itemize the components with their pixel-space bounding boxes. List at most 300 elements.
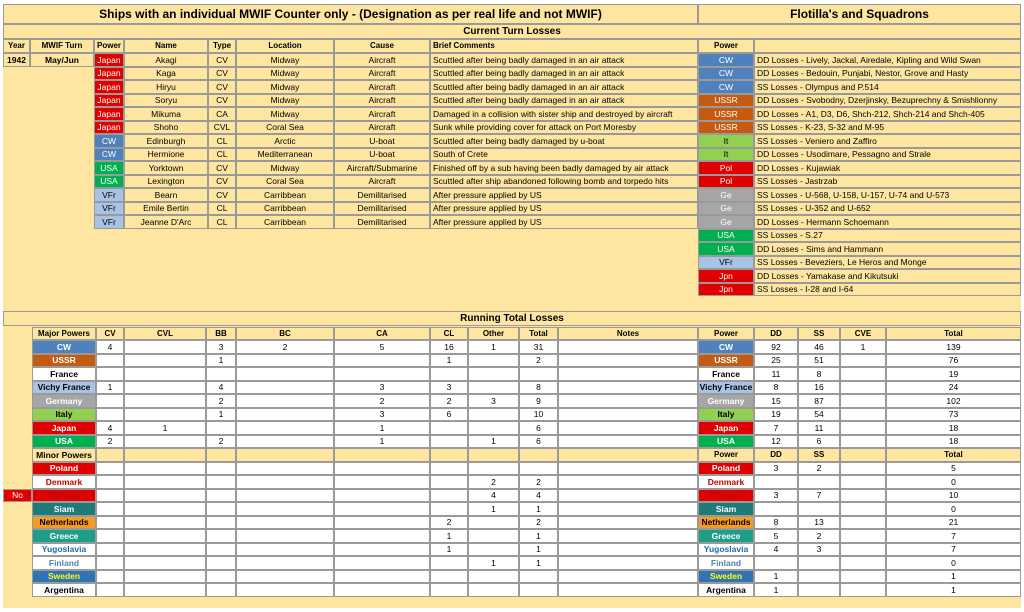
right-minor-cve[interactable]	[840, 570, 886, 584]
minor-other-value[interactable]	[468, 583, 519, 597]
right-minor-ss[interactable]	[798, 570, 840, 584]
major-bb-value[interactable]: 1	[206, 408, 236, 422]
major-cv-value[interactable]: 4	[96, 421, 124, 435]
current-row-cause[interactable]: Aircraft/Submarine	[334, 161, 430, 175]
minor-other-value[interactable]: 1	[468, 502, 519, 516]
right-minor-power[interactable]: Sweden	[698, 570, 754, 584]
current-row-location[interactable]: Midway	[236, 53, 334, 67]
current-row-type[interactable]: CL	[208, 202, 236, 216]
major-bb-value[interactable]: 2	[206, 394, 236, 408]
minor-other-value[interactable]: 1	[468, 556, 519, 570]
minor-power-label[interactable]: Sweden	[32, 570, 96, 584]
right-major-cve[interactable]: 1	[840, 340, 886, 354]
minor-header-blank[interactable]	[96, 448, 124, 462]
major-total-value[interactable]: 6	[519, 435, 558, 449]
minor-header-blank[interactable]	[334, 448, 430, 462]
minor-notes[interactable]	[558, 570, 698, 584]
current-row-location[interactable]: Mediterranean	[236, 148, 334, 162]
right-minor-ss[interactable]	[798, 556, 840, 570]
minor-other-value[interactable]	[468, 529, 519, 543]
current-row-location[interactable]: Midway	[236, 107, 334, 121]
flotilla-losses[interactable]: SS Losses - S.27	[754, 229, 1021, 243]
current-row-comment[interactable]: After pressure applied by US	[430, 202, 698, 216]
flotilla-losses[interactable]: SS Losses - U-352 and U-652	[754, 202, 1021, 216]
minor-empty[interactable]	[334, 556, 430, 570]
current-row-comment[interactable]: Scuttled after ship abandoned following bomb and torpedo hits	[430, 175, 698, 189]
minor-empty[interactable]	[124, 543, 206, 557]
minor-powers-label[interactable]: Minor Powers	[32, 448, 96, 462]
current-row-power[interactable]: VFr	[94, 202, 124, 216]
major-cvl-value[interactable]	[124, 408, 206, 422]
minor-empty[interactable]	[206, 475, 236, 489]
minor-empty[interactable]	[124, 516, 206, 530]
major-cl-value[interactable]: 6	[430, 408, 468, 422]
current-row-comment[interactable]: Damaged in a collision with sister ship and destroyed by aircraft	[430, 107, 698, 121]
major-cl-value[interactable]	[430, 421, 468, 435]
minor-other-value[interactable]	[468, 462, 519, 476]
major-bc-value[interactable]	[236, 367, 334, 381]
current-row-location[interactable]: Carribbean	[236, 215, 334, 229]
right-major-dd[interactable]: 25	[754, 354, 798, 368]
current-row-type[interactable]: CV	[208, 161, 236, 175]
running-header-4[interactable]: BC	[236, 327, 334, 340]
minor-notes[interactable]	[558, 583, 698, 597]
flotilla-losses[interactable]: SS Losses - K-23, S-32 and M-95	[754, 121, 1021, 135]
current-row-name[interactable]: Emile Bertin	[124, 202, 208, 216]
right-minor-cve[interactable]	[840, 516, 886, 530]
minor-empty[interactable]	[96, 489, 124, 503]
minor-empty[interactable]	[236, 462, 334, 476]
minor-empty[interactable]	[236, 475, 334, 489]
current-row-location[interactable]: Midway	[236, 161, 334, 175]
right-major-cve[interactable]	[840, 408, 886, 422]
right-major-cve[interactable]	[840, 394, 886, 408]
major-cvl-value[interactable]	[124, 340, 206, 354]
minor-notes[interactable]	[558, 489, 698, 503]
current-row-comment[interactable]: After pressure applied by US	[430, 215, 698, 229]
minor-total-value[interactable]	[519, 462, 558, 476]
major-cv-value[interactable]: 4	[96, 340, 124, 354]
right-major-power[interactable]: France	[698, 367, 754, 381]
current-row-power[interactable]: Japan	[94, 67, 124, 81]
minor-cl-value[interactable]	[430, 556, 468, 570]
minor-empty[interactable]	[334, 502, 430, 516]
right-major-cve[interactable]	[840, 354, 886, 368]
current-row-location[interactable]: Arctic	[236, 134, 334, 148]
major-power-label[interactable]: Germany	[32, 394, 96, 408]
right-minor-ss[interactable]	[798, 583, 840, 597]
minor-empty[interactable]	[96, 475, 124, 489]
minor-empty[interactable]	[206, 583, 236, 597]
right-minor-cve[interactable]	[840, 475, 886, 489]
major-ca-value[interactable]	[334, 354, 430, 368]
current-row-power[interactable]: CW	[94, 148, 124, 162]
right-major-total[interactable]: 19	[886, 367, 1021, 381]
major-ca-value[interactable]: 5	[334, 340, 430, 354]
right-header-0[interactable]: Power	[698, 327, 754, 340]
minor-empty[interactable]	[236, 489, 334, 503]
major-other-value[interactable]: 3	[468, 394, 519, 408]
major-bb-value[interactable]	[206, 421, 236, 435]
minor-empty[interactable]	[96, 583, 124, 597]
minor-cl-value[interactable]	[430, 489, 468, 503]
current-row-type[interactable]: CL	[208, 134, 236, 148]
right-minor-cve[interactable]	[840, 583, 886, 597]
minor-header-blank[interactable]	[558, 448, 698, 462]
minor-empty[interactable]	[96, 570, 124, 584]
right-minor-ss[interactable]	[798, 502, 840, 516]
flotilla-losses[interactable]: DD Losses - Svobodny, Dzerjinsky, Bezuprechny & Smishlionny	[754, 94, 1021, 108]
right-minor-total[interactable]: 5	[886, 462, 1021, 476]
minor-power-label[interactable]: Denmark	[32, 475, 96, 489]
major-bc-value[interactable]	[236, 394, 334, 408]
current-row-name[interactable]: Soryu	[124, 94, 208, 108]
minor-total-value[interactable]: 1	[519, 502, 558, 516]
flotilla-losses[interactable]: SS Losses - Veniero and Zaffiro	[754, 134, 1021, 148]
running-header-3[interactable]: BB	[206, 327, 236, 340]
current-row-comment[interactable]: Finished off by a sub having been badly damaged by air attack	[430, 161, 698, 175]
major-bc-value[interactable]	[236, 408, 334, 422]
right-minor-ss[interactable]	[798, 475, 840, 489]
right-major-power[interactable]: USSR	[698, 354, 754, 368]
major-cvl-value[interactable]	[124, 367, 206, 381]
current-header-7[interactable]: Brief Comments	[430, 39, 698, 53]
major-bc-value[interactable]: 2	[236, 340, 334, 354]
right-major-total[interactable]: 24	[886, 381, 1021, 395]
running-header-6[interactable]: CL	[430, 327, 468, 340]
right-minor-dd[interactable]	[754, 556, 798, 570]
current-row-cause[interactable]: U-boat	[334, 148, 430, 162]
right-minor-power[interactable]: Netherlands	[698, 516, 754, 530]
minor-empty[interactable]	[236, 502, 334, 516]
norway-side-label[interactable]: No	[3, 489, 32, 503]
right-major-cve[interactable]	[840, 435, 886, 449]
major-notes[interactable]	[558, 381, 698, 395]
current-row-cause[interactable]: Aircraft	[334, 94, 430, 108]
minor-other-value[interactable]	[468, 543, 519, 557]
flotilla-losses[interactable]: DD Losses - Kujawiak	[754, 161, 1021, 175]
current-row-comment[interactable]: Scuttled after being badly damaged in an air attack	[430, 94, 698, 108]
minor-power-label[interactable]: Greece	[32, 529, 96, 543]
flotilla-power[interactable]: USSR	[698, 121, 754, 135]
current-turn-title[interactable]: Current Turn Losses	[3, 24, 1021, 39]
minor-empty[interactable]	[334, 516, 430, 530]
minor-empty[interactable]	[334, 529, 430, 543]
current-row-name[interactable]: Akagi	[124, 53, 208, 67]
major-other-value[interactable]	[468, 354, 519, 368]
current-header-0[interactable]: Year	[3, 39, 30, 53]
minor-empty[interactable]	[236, 516, 334, 530]
minor-empty[interactable]	[96, 529, 124, 543]
right-major-dd[interactable]: 11	[754, 367, 798, 381]
right-major-dd[interactable]: 15	[754, 394, 798, 408]
current-row-power[interactable]: USA	[94, 161, 124, 175]
major-bb-value[interactable]: 1	[206, 354, 236, 368]
right-major-dd[interactable]: 92	[754, 340, 798, 354]
major-cv-value[interactable]	[96, 367, 124, 381]
minor-empty[interactable]	[206, 502, 236, 516]
right-minor-power[interactable]: Siam	[698, 502, 754, 516]
right-minor-header-total[interactable]: Total	[886, 448, 1021, 462]
right-major-dd[interactable]: 8	[754, 381, 798, 395]
right-major-total[interactable]: 76	[886, 354, 1021, 368]
flotilla-power[interactable]: Jpn	[698, 283, 754, 297]
minor-power-label[interactable]: Poland	[32, 462, 96, 476]
flotilla-power[interactable]: CW	[698, 53, 754, 67]
right-minor-total[interactable]: 7	[886, 543, 1021, 557]
right-minor-power[interactable]: Denmark	[698, 475, 754, 489]
minor-total-value[interactable]: 4	[519, 489, 558, 503]
current-row-cause[interactable]: U-boat	[334, 134, 430, 148]
current-row-comment[interactable]: South of Crete	[430, 148, 698, 162]
current-header-6[interactable]: Cause	[334, 39, 430, 53]
minor-notes[interactable]	[558, 529, 698, 543]
right-major-power[interactable]: USA	[698, 435, 754, 449]
right-minor-cve[interactable]	[840, 462, 886, 476]
flotilla-losses[interactable]: SS Losses - Olympus and P.514	[754, 80, 1021, 94]
current-row-name[interactable]: Yorktown	[124, 161, 208, 175]
minor-empty[interactable]	[124, 502, 206, 516]
minor-power-label[interactable]: Finland	[32, 556, 96, 570]
minor-notes[interactable]	[558, 462, 698, 476]
right-header-1[interactable]: DD	[754, 327, 798, 340]
current-row-power[interactable]: Japan	[94, 94, 124, 108]
major-other-value[interactable]: 1	[468, 340, 519, 354]
minor-empty[interactable]	[124, 489, 206, 503]
major-cv-value[interactable]	[96, 394, 124, 408]
major-power-label[interactable]: USSR	[32, 354, 96, 368]
major-total-value[interactable]: 9	[519, 394, 558, 408]
right-minor-total[interactable]: 21	[886, 516, 1021, 530]
current-header-4[interactable]: Type	[208, 39, 236, 53]
minor-empty[interactable]	[334, 475, 430, 489]
right-minor-header-power[interactable]: Power	[698, 448, 754, 462]
minor-empty[interactable]	[236, 556, 334, 570]
flotilla-power[interactable]: USA	[698, 242, 754, 256]
minor-cl-value[interactable]	[430, 475, 468, 489]
flotilla-losses[interactable]: DD Losses - Bedouin, Punjabi, Nestor, Grove and Hasty	[754, 67, 1021, 81]
minor-cl-value[interactable]: 2	[430, 516, 468, 530]
flotilla-power[interactable]: Pol	[698, 161, 754, 175]
minor-total-value[interactable]: 2	[519, 475, 558, 489]
flotilla-losses[interactable]: DD Losses - Sims and Hammann	[754, 242, 1021, 256]
right-minor-total[interactable]: 0	[886, 502, 1021, 516]
right-header-2[interactable]: SS	[798, 327, 840, 340]
flotilla-power[interactable]: Ge	[698, 188, 754, 202]
minor-notes[interactable]	[558, 543, 698, 557]
right-major-power[interactable]: Italy	[698, 408, 754, 422]
running-header-5[interactable]: CA	[334, 327, 430, 340]
major-total-value[interactable]: 2	[519, 354, 558, 368]
current-row-cause[interactable]: Aircraft	[334, 53, 430, 67]
flotilla-losses[interactable]: SS Losses - Jastrzab	[754, 175, 1021, 189]
current-row-name[interactable]: Shoho	[124, 121, 208, 135]
minor-total-value[interactable]: 1	[519, 556, 558, 570]
major-cl-value[interactable]	[430, 367, 468, 381]
major-power-label[interactable]: CW	[32, 340, 96, 354]
current-row-location[interactable]: Midway	[236, 80, 334, 94]
current-row-comment[interactable]: Sunk while providing cover for attack on Port Moresby	[430, 121, 698, 135]
minor-cl-value[interactable]	[430, 502, 468, 516]
current-row-type[interactable]: CV	[208, 80, 236, 94]
major-other-value[interactable]	[468, 421, 519, 435]
current-row-cause[interactable]: Aircraft	[334, 121, 430, 135]
right-major-ss[interactable]: 11	[798, 421, 840, 435]
minor-notes[interactable]	[558, 556, 698, 570]
current-year[interactable]: 1942	[3, 53, 30, 67]
current-row-cause[interactable]: Aircraft	[334, 67, 430, 81]
minor-empty[interactable]	[124, 570, 206, 584]
flotilla-power[interactable]: USA	[698, 229, 754, 243]
right-minor-power[interactable]: Greece	[698, 529, 754, 543]
minor-cl-value[interactable]: 1	[430, 529, 468, 543]
right-major-ss[interactable]: 87	[798, 394, 840, 408]
right-minor-dd[interactable]: 1	[754, 570, 798, 584]
flotilla-losses[interactable]: DD Losses - Hermann Schoemann	[754, 215, 1021, 229]
major-cl-value[interactable]: 16	[430, 340, 468, 354]
current-row-cause[interactable]: Demilitarised	[334, 215, 430, 229]
right-major-ss[interactable]: 6	[798, 435, 840, 449]
right-major-cve[interactable]	[840, 367, 886, 381]
minor-header-blank[interactable]	[236, 448, 334, 462]
flotilla-power-header[interactable]: Power	[698, 39, 754, 53]
flotilla-power[interactable]: VFr	[698, 256, 754, 270]
right-minor-dd[interactable]: 3	[754, 489, 798, 503]
minor-empty[interactable]	[96, 502, 124, 516]
right-major-dd[interactable]: 12	[754, 435, 798, 449]
current-row-type[interactable]: CV	[208, 188, 236, 202]
flotilla-losses[interactable]: SS Losses - I-28 and I-64	[754, 283, 1021, 297]
minor-notes[interactable]	[558, 475, 698, 489]
current-row-type[interactable]: CV	[208, 53, 236, 67]
current-row-cause[interactable]: Aircraft	[334, 107, 430, 121]
right-header-3[interactable]: CVE	[840, 327, 886, 340]
major-bc-value[interactable]	[236, 435, 334, 449]
minor-power-label[interactable]: Netherlands	[32, 516, 96, 530]
right-minor-cve[interactable]	[840, 543, 886, 557]
major-cvl-value[interactable]	[124, 394, 206, 408]
current-row-location[interactable]: Coral Sea	[236, 175, 334, 189]
current-row-location[interactable]: Midway	[236, 67, 334, 81]
minor-empty[interactable]	[206, 489, 236, 503]
current-row-comment[interactable]: Scuttled after being badly damaged in an air attack	[430, 80, 698, 94]
flotilla-power[interactable]: Jpn	[698, 269, 754, 283]
right-major-dd[interactable]: 7	[754, 421, 798, 435]
minor-empty[interactable]	[334, 543, 430, 557]
current-row-type[interactable]: CV	[208, 175, 236, 189]
major-power-label[interactable]: France	[32, 367, 96, 381]
major-notes[interactable]	[558, 435, 698, 449]
current-row-location[interactable]: Carribbean	[236, 202, 334, 216]
major-power-label[interactable]: Italy	[32, 408, 96, 422]
minor-empty[interactable]	[236, 583, 334, 597]
major-cv-value[interactable]: 2	[96, 435, 124, 449]
right-header-4[interactable]: Total	[886, 327, 1021, 340]
current-row-name[interactable]: Bearn	[124, 188, 208, 202]
current-row-location[interactable]: Midway	[236, 94, 334, 108]
major-ca-value[interactable]	[334, 367, 430, 381]
flotilla-power[interactable]: Ge	[698, 202, 754, 216]
current-row-power[interactable]: VFr	[94, 215, 124, 229]
current-row-power[interactable]: Japan	[94, 80, 124, 94]
current-row-name[interactable]: Mikuma	[124, 107, 208, 121]
major-cv-value[interactable]	[96, 408, 124, 422]
major-cvl-value[interactable]	[124, 435, 206, 449]
right-minor-power[interactable]: Poland	[698, 462, 754, 476]
flotilla-losses[interactable]: SS Losses - Beveziers, Le Heros and Monge	[754, 256, 1021, 270]
right-minor-ss[interactable]: 3	[798, 543, 840, 557]
flotillas-title[interactable]: Flotilla's and Squadrons	[698, 4, 1021, 24]
major-notes[interactable]	[558, 367, 698, 381]
minor-empty[interactable]	[334, 462, 430, 476]
minor-header-blank[interactable]	[206, 448, 236, 462]
major-notes[interactable]	[558, 408, 698, 422]
flotilla-power[interactable]: USSR	[698, 107, 754, 121]
current-header-1[interactable]: MWIF Turn	[30, 39, 94, 53]
right-major-ss[interactable]: 46	[798, 340, 840, 354]
right-minor-total[interactable]: 1	[886, 570, 1021, 584]
minor-other-value[interactable]	[468, 516, 519, 530]
right-minor-header-dd[interactable]: DD	[754, 448, 798, 462]
right-minor-total[interactable]: 0	[886, 475, 1021, 489]
right-major-total[interactable]: 139	[886, 340, 1021, 354]
major-power-label[interactable]: Japan	[32, 421, 96, 435]
major-ca-value[interactable]: 3	[334, 381, 430, 395]
major-ca-value[interactable]: 2	[334, 394, 430, 408]
major-cvl-value[interactable]: 1	[124, 421, 206, 435]
running-header-0[interactable]: Major Powers	[32, 327, 96, 340]
right-minor-header-blank[interactable]	[840, 448, 886, 462]
current-row-name[interactable]: Lexington	[124, 175, 208, 189]
current-row-location[interactable]: Coral Sea	[236, 121, 334, 135]
current-header-3[interactable]: Name	[124, 39, 208, 53]
current-row-comment[interactable]: After pressure applied by US	[430, 188, 698, 202]
major-cvl-value[interactable]	[124, 354, 206, 368]
right-major-total[interactable]: 18	[886, 435, 1021, 449]
minor-empty[interactable]	[334, 570, 430, 584]
minor-empty[interactable]	[124, 556, 206, 570]
major-ca-value[interactable]: 1	[334, 421, 430, 435]
right-major-ss[interactable]: 51	[798, 354, 840, 368]
minor-total-value[interactable]	[519, 570, 558, 584]
major-cv-value[interactable]: 1	[96, 381, 124, 395]
right-minor-cve[interactable]	[840, 489, 886, 503]
flotilla-power[interactable]: Ge	[698, 215, 754, 229]
minor-empty[interactable]	[236, 529, 334, 543]
minor-notes[interactable]	[558, 516, 698, 530]
running-header-8[interactable]: Total	[519, 327, 558, 340]
major-cl-value[interactable]: 2	[430, 394, 468, 408]
current-row-power[interactable]: VFr	[94, 188, 124, 202]
current-row-type[interactable]: CV	[208, 67, 236, 81]
minor-empty[interactable]	[236, 543, 334, 557]
minor-empty[interactable]	[124, 583, 206, 597]
current-row-comment[interactable]: Scuttled after being badly damaged by u-boat	[430, 134, 698, 148]
minor-total-value[interactable]: 1	[519, 529, 558, 543]
minor-other-value[interactable]: 2	[468, 475, 519, 489]
minor-empty[interactable]	[206, 529, 236, 543]
minor-empty[interactable]	[334, 489, 430, 503]
current-row-power[interactable]: Japan	[94, 107, 124, 121]
minor-power-label[interactable]: Yugoslavia	[32, 543, 96, 557]
current-row-name[interactable]: Hiryu	[124, 80, 208, 94]
right-minor-ss[interactable]: 7	[798, 489, 840, 503]
minor-empty[interactable]	[206, 543, 236, 557]
flotilla-power[interactable]: Pol	[698, 175, 754, 189]
current-row-name[interactable]: Kaga	[124, 67, 208, 81]
major-power-label[interactable]: Vichy France	[32, 381, 96, 395]
flotilla-power[interactable]: CW	[698, 67, 754, 81]
